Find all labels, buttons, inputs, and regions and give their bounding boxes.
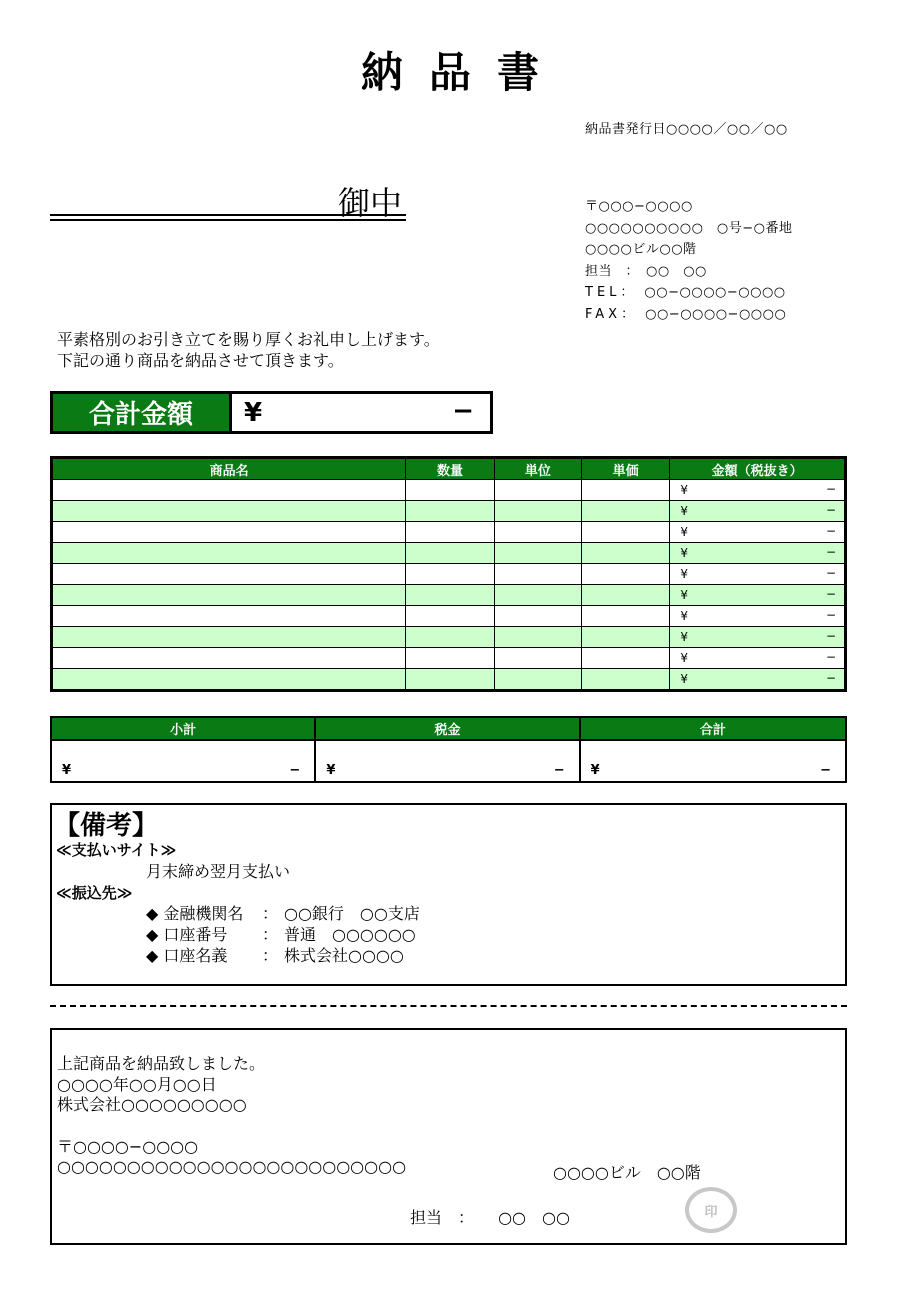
cell-unit-price[interactable] — [581, 564, 669, 585]
table-row — [52, 669, 846, 691]
tax-cell[interactable] — [315, 740, 579, 782]
amount-value: − — [825, 629, 836, 643]
cell-quantity[interactable] — [406, 543, 494, 564]
bank-row-label: ◆ 口座番号 — [146, 925, 228, 944]
receipt-date: ○○○○年○○月○○日 — [57, 1074, 217, 1094]
summary-header-row — [51, 717, 846, 740]
amount-yen: ¥ — [680, 630, 688, 644]
table-row — [52, 501, 846, 522]
bank-row-sep: ： — [262, 925, 279, 944]
cell-unit-price[interactable] — [581, 480, 669, 501]
cell-unit[interactable] — [494, 669, 581, 691]
total-amount-value: − — [452, 396, 474, 426]
amount-yen: ¥ — [680, 651, 688, 665]
payment-site-label: ≪支払いサイト≫ — [56, 841, 177, 859]
bank-row — [146, 945, 420, 966]
grand-total-value: − — [820, 763, 831, 778]
receipt-contact-label: 担当 — [410, 1208, 443, 1227]
cell-quantity[interactable] — [406, 522, 494, 543]
table-row — [52, 648, 846, 669]
table-row — [52, 543, 846, 564]
amount-value: − — [825, 545, 836, 559]
items-header-row — [52, 458, 846, 480]
bank-details — [146, 903, 420, 966]
bank-row-sep: ： — [262, 904, 279, 923]
amount-value: − — [825, 587, 836, 601]
receipt-statement: 上記商品を納品致しました。 — [57, 1054, 266, 1073]
bank-row-value: ○○銀行 ○○支店 — [284, 904, 420, 923]
cell-unit[interactable] — [494, 627, 581, 648]
amount-yen: ¥ — [680, 609, 688, 623]
cell-unit-price[interactable] — [581, 585, 669, 606]
sender-contact — [585, 261, 793, 283]
cell-product[interactable] — [52, 564, 406, 585]
cut-line-divider — [50, 1005, 847, 1007]
header-tax: 税金 — [315, 717, 579, 740]
bank-row-sep: ： — [262, 946, 279, 965]
document-title: 納品書 — [360, 48, 565, 97]
total-amount-box — [50, 391, 493, 434]
cell-unit-price[interactable] — [581, 522, 669, 543]
transfer-label: ≪振込先≫ — [56, 884, 133, 902]
cell-unit-price[interactable] — [581, 501, 669, 522]
header-unit: 単位 — [494, 458, 581, 480]
summary-table — [50, 716, 847, 783]
recipient-suffix: 御中 — [337, 184, 402, 222]
recipient-block — [50, 178, 406, 222]
cell-amount[interactable] — [670, 564, 846, 585]
receipt-contact-name: ○○ ○○ — [498, 1208, 570, 1227]
cell-quantity[interactable] — [406, 564, 494, 585]
cell-amount[interactable] — [670, 606, 846, 627]
cell-unit[interactable] — [494, 606, 581, 627]
receipt-company: 株式会社○○○○○○○○○ — [57, 1095, 247, 1114]
recipient-underline-double — [50, 219, 406, 221]
amount-yen: ¥ — [680, 504, 688, 518]
cell-product[interactable] — [52, 606, 406, 627]
cell-product[interactable] — [52, 543, 406, 564]
header-subtotal: 小計 — [51, 717, 315, 740]
receipt-contact — [410, 1205, 570, 1228]
receipt-text — [57, 1054, 406, 1178]
subtotal-yen: ¥ — [62, 763, 72, 778]
cell-amount[interactable] — [670, 543, 846, 564]
cell-amount[interactable] — [670, 585, 846, 606]
receipt-contact-sep: ： — [458, 1208, 467, 1227]
receipt-box — [50, 1028, 847, 1245]
subtotal-value: − — [289, 763, 301, 778]
header-unit-price: 単価 — [581, 458, 669, 480]
cell-unit-price[interactable] — [581, 606, 669, 627]
grand-total-yen: ¥ — [590, 763, 600, 778]
seal-stamp-icon: 印 — [685, 1187, 737, 1233]
table-row — [52, 522, 846, 543]
sender-tel — [585, 282, 793, 304]
cell-unit[interactable] — [494, 501, 581, 522]
items-table — [50, 456, 847, 692]
greeting-line-1: 平素格別のお引き立てを賜り厚くお礼申し上げます。 — [57, 330, 440, 349]
amount-value: − — [825, 566, 836, 580]
cell-unit[interactable] — [494, 585, 581, 606]
cell-amount[interactable] — [670, 480, 846, 501]
remarks-box — [50, 803, 847, 986]
remarks-heading: 【備考】 — [54, 811, 159, 841]
sender-contact-label: 担当 ： — [585, 263, 633, 279]
cell-amount[interactable] — [670, 669, 846, 691]
cell-quantity[interactable] — [406, 669, 494, 691]
header-quantity: 数量 — [406, 458, 494, 480]
table-row — [52, 480, 846, 501]
cell-product[interactable] — [52, 480, 406, 501]
tax-yen: ¥ — [326, 763, 336, 778]
cell-unit[interactable] — [494, 543, 581, 564]
amount-value: − — [825, 608, 836, 622]
sender-fax-label: FAX： — [585, 306, 632, 322]
tax-value: − — [553, 763, 565, 778]
sender-tel-label: TEL： — [585, 285, 631, 300]
receipt-spacer — [57, 1116, 406, 1137]
amount-value: − — [825, 524, 836, 538]
grand-total-cell[interactable] — [580, 740, 846, 782]
cell-quantity[interactable] — [406, 480, 494, 501]
cell-quantity[interactable] — [406, 585, 494, 606]
cell-product[interactable] — [52, 627, 406, 648]
greeting-line-2: 下記の通り商品を納品させて頂きます。 — [57, 351, 344, 370]
amount-value: − — [825, 503, 836, 517]
cell-unit[interactable] — [494, 522, 581, 543]
amount-yen: ¥ — [680, 483, 688, 497]
header-amount: 金額（税抜き） — [670, 458, 846, 480]
cell-product[interactable] — [52, 648, 406, 669]
receipt-postal: 〒○○○○−○○○○ — [57, 1136, 199, 1156]
issue-date: 納品書発行日○○○○／○○／○○ — [585, 122, 788, 137]
cell-quantity[interactable] — [406, 648, 494, 669]
table-row — [52, 627, 846, 648]
bank-row — [146, 903, 420, 924]
cell-unit[interactable] — [494, 648, 581, 669]
recipient-underline — [50, 214, 406, 216]
sender-tel-number: ○○−○○○○−○○○○ — [644, 285, 786, 300]
payment-terms: 月末締め翌月支払い — [146, 862, 291, 881]
sender-fax-number: ○○−○○○○−○○○○ — [645, 306, 787, 322]
sender-fax — [585, 304, 793, 326]
table-row — [52, 585, 846, 606]
amount-value: − — [825, 482, 836, 496]
cell-product[interactable] — [52, 585, 406, 606]
cell-amount[interactable] — [670, 627, 846, 648]
bank-row-label: ◆ 金融機関名 — [146, 904, 244, 923]
amount-yen: ¥ — [680, 546, 688, 560]
greeting — [57, 329, 440, 371]
table-row — [52, 606, 846, 627]
cell-product[interactable] — [52, 522, 406, 543]
bank-row-value: 普通 ○○○○○○ — [284, 925, 416, 944]
receipt-address: ○○○○○○○○○○○○○○○○○○○○○○○○○ — [57, 1157, 407, 1176]
sender-info — [585, 196, 793, 325]
cell-product[interactable] — [52, 501, 406, 522]
cell-quantity[interactable] — [406, 627, 494, 648]
amount-yen: ¥ — [680, 567, 688, 581]
cell-product[interactable] — [52, 669, 406, 691]
total-yen: ¥ — [244, 398, 263, 428]
amount-value: − — [825, 671, 836, 685]
cell-amount[interactable] — [670, 522, 846, 543]
amount-value: − — [825, 650, 836, 664]
total-amount-label: 合計金額 — [53, 394, 232, 431]
cell-amount[interactable] — [670, 501, 846, 522]
receipt-building: ○○○○ビル ○○階 — [553, 1163, 701, 1182]
bank-row-label: ◆ 口座名義 — [146, 946, 228, 965]
cell-quantity[interactable] — [406, 606, 494, 627]
amount-yen: ¥ — [680, 672, 688, 686]
summary-value-row — [51, 740, 846, 782]
subtotal-cell[interactable] — [51, 740, 315, 782]
sender-postal: 〒○○○−○○○○ — [585, 199, 693, 214]
cell-unit-price[interactable] — [581, 648, 669, 669]
sender-building: ○○○○ビル○○階 — [585, 242, 697, 257]
table-row — [52, 564, 846, 585]
cell-unit[interactable] — [494, 480, 581, 501]
cell-amount[interactable] — [670, 648, 846, 669]
cell-unit[interactable] — [494, 564, 581, 585]
cell-unit-price[interactable] — [581, 669, 669, 691]
cell-unit-price[interactable] — [581, 543, 669, 564]
header-product-name: 商品名 — [52, 458, 406, 480]
cell-unit-price[interactable] — [581, 627, 669, 648]
bank-row — [146, 924, 420, 945]
cell-quantity[interactable] — [406, 501, 494, 522]
header-grand-total: 合計 — [580, 717, 846, 740]
total-amount-value-cell — [232, 394, 490, 431]
sender-address: ○○○○○○○○○○ ○号−○番地 — [585, 220, 793, 236]
amount-yen: ¥ — [680, 525, 688, 539]
sender-contact-name: ○○ ○○ — [646, 263, 707, 279]
amount-yen: ¥ — [680, 588, 688, 602]
bank-row-value: 株式会社○○○○ — [284, 946, 404, 965]
